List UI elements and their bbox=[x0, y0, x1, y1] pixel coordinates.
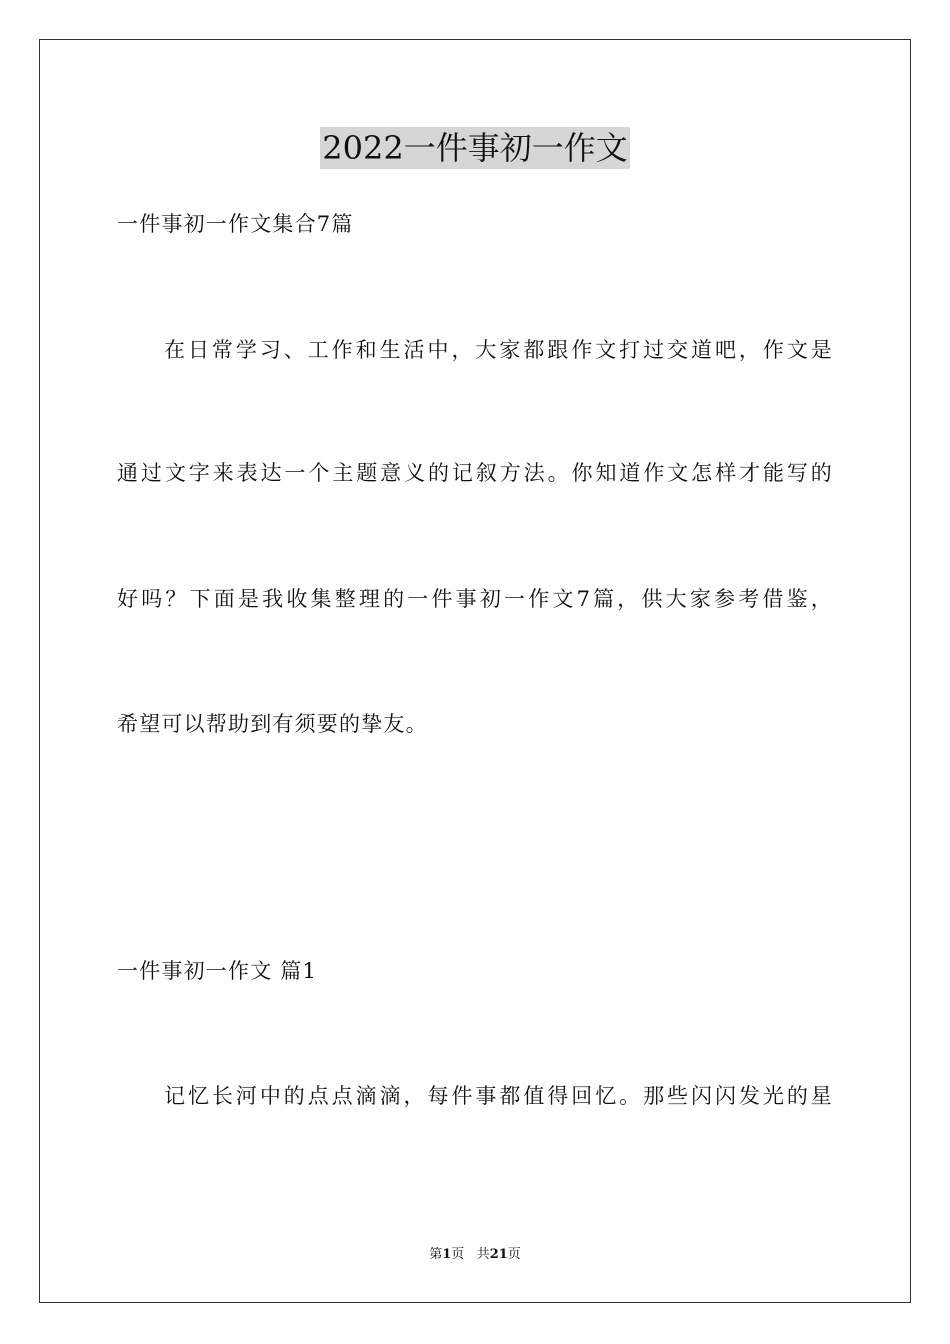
section-line-1: 记忆长河中的点点滴滴，每件事都值得回忆。那些闪闪发光的星 bbox=[164, 1084, 833, 1108]
intro-line-4: 希望可以帮助到有须要的挚友。 bbox=[117, 712, 428, 736]
intro-line-2: 通过文字来表达一个主题意义的记叙方法。你知道作文怎样才能写的 bbox=[117, 461, 833, 485]
footer-page-total: 21 bbox=[489, 1247, 508, 1262]
footer-page-suffix: 页 bbox=[451, 1247, 465, 1262]
page-footer bbox=[0, 1246, 950, 1264]
footer-total-suffix: 页 bbox=[507, 1247, 521, 1262]
section-heading: 一件事初一作文 篇1 bbox=[117, 959, 318, 983]
document-subtitle: 一件事初一作文集合7篇 bbox=[117, 212, 354, 236]
document-title: 2022一件事初一作文 bbox=[322, 129, 628, 167]
footer-page-current: 1 bbox=[442, 1247, 452, 1262]
intro-line-3: 好吗？下面是我收集整理的一件事初一作文7篇，供大家参考借鉴， bbox=[117, 587, 833, 611]
intro-line-1: 在日常学习、工作和生活中，大家都跟作文打过交道吧，作文是 bbox=[164, 338, 833, 362]
footer-page-prefix: 第 bbox=[429, 1247, 443, 1262]
footer-total-prefix: 共 bbox=[476, 1247, 490, 1262]
title-container bbox=[0, 127, 950, 169]
